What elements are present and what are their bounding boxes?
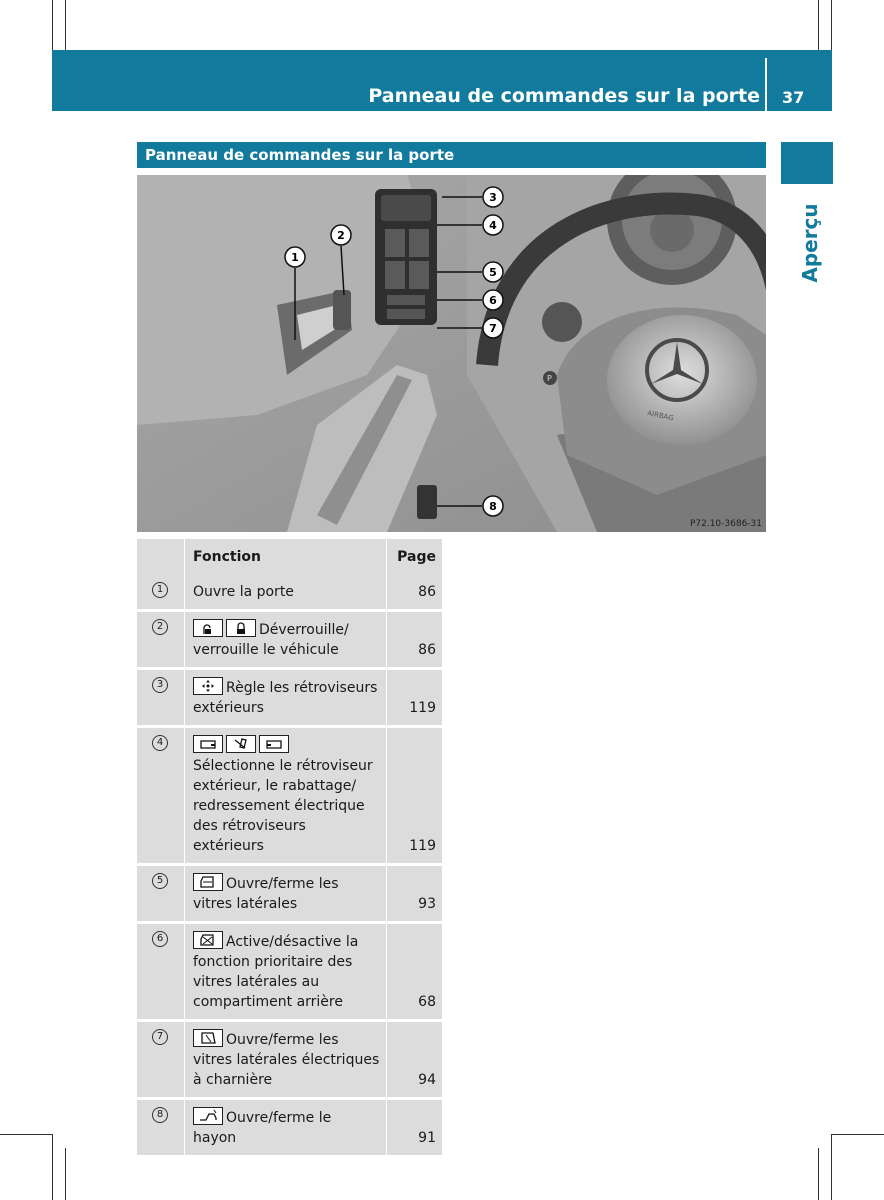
callout-5: 5 (489, 266, 497, 279)
callout-6: 6 (489, 294, 497, 307)
item-number: 5 (152, 873, 168, 889)
left-mirror-icon (193, 735, 223, 753)
function-description (185, 1022, 386, 1097)
page-reference: 86 (418, 584, 436, 600)
description-line: Règle les rétroviseurs (193, 677, 381, 698)
description-line: Ouvre la porte (193, 584, 294, 600)
description-line: vitres latérales électriques (193, 1052, 380, 1068)
item-number: 3 (152, 677, 168, 693)
description-line: extérieurs (193, 700, 264, 716)
function-table (137, 539, 442, 1155)
section-title: Panneau de commandes sur la porte (145, 146, 455, 164)
item-number: 6 (152, 931, 168, 947)
item-number: 2 (152, 619, 168, 635)
page-reference: 68 (418, 994, 436, 1010)
crop-mark (831, 0, 832, 50)
column-header-page: Page (397, 549, 436, 565)
description-line: à charnière (193, 1072, 273, 1088)
table-row (137, 924, 442, 1019)
description-line: verrouille le véhicule (193, 642, 339, 658)
page-reference: 119 (409, 700, 436, 716)
description-line: vitres latérales au (193, 974, 320, 990)
function-description (185, 1100, 386, 1155)
hinged-window-icon (193, 1029, 223, 1047)
callout-8: 8 (489, 500, 497, 513)
item-number: 1 (152, 582, 168, 598)
function-description (185, 612, 386, 667)
description-line: des rétroviseurs extérieurs (193, 818, 306, 854)
child-lock-window-icon (193, 931, 223, 949)
right-mirror-icon (259, 735, 289, 753)
table-row (137, 866, 442, 921)
header-divider (765, 58, 767, 111)
function-description (185, 924, 386, 1019)
crop-mark (52, 0, 53, 50)
item-number: 4 (152, 735, 168, 751)
callout-1: 1 (291, 251, 299, 264)
crop-mark (65, 0, 66, 50)
description-line: Sélectionne le rétroviseur (193, 758, 373, 774)
description-line: Déverrouille/ (193, 619, 381, 640)
function-description (185, 728, 386, 863)
description-line: Ouvre/ferme les (193, 873, 381, 894)
callout-4: 4 (489, 219, 497, 232)
column-header-function: Fonction (185, 539, 386, 575)
description-line: redressement électrique (193, 798, 365, 814)
page-reference: 91 (418, 1130, 436, 1146)
steering-buttons-left (542, 302, 582, 342)
table-row (137, 1022, 442, 1097)
lock-button (333, 290, 351, 330)
figure-reference: P72.10-3686-31 (689, 519, 762, 529)
crop-mark (818, 0, 819, 50)
page-reference: 119 (409, 838, 436, 854)
airbag-label: AIRBAG (646, 409, 675, 423)
function-description (185, 670, 386, 725)
description-line: Ouvre/ferme les (193, 1029, 381, 1050)
page-reference: 94 (418, 1072, 436, 1088)
table-row (137, 728, 442, 863)
description-line: extérieur, le rabattage/ (193, 778, 357, 794)
crop-mark (65, 1148, 66, 1200)
function-description (185, 575, 386, 609)
table-row (137, 575, 442, 609)
description-line: hayon (193, 1130, 237, 1146)
table-row (137, 1100, 442, 1155)
callout-7: 7 (489, 322, 497, 335)
mirror-adjust-icon (193, 677, 223, 695)
description-line: Ouvre/ferme le (193, 1107, 381, 1128)
crop-mark (831, 1134, 832, 1200)
door-panel-photo (137, 175, 766, 532)
side-tab-label (796, 195, 824, 290)
callout-2: 2 (337, 229, 345, 242)
description-line: compartiment arrière (193, 994, 343, 1010)
airbag-hub (607, 315, 757, 445)
window-icon (193, 873, 223, 891)
running-header-title: Panneau de commandes sur la porte (368, 85, 760, 107)
table-row (137, 612, 442, 667)
description-line: Active/désactive la (193, 931, 381, 952)
crop-mark (52, 1134, 53, 1200)
crop-mark (831, 1134, 884, 1135)
crop-mark (818, 1148, 819, 1200)
function-description (185, 866, 386, 921)
parking-brake-label: P (547, 374, 552, 383)
crop-mark (0, 1134, 52, 1135)
table-body (137, 575, 442, 1155)
fold-mirror-icon (226, 735, 256, 753)
description-line: vitres latérales (193, 896, 298, 912)
page-number: 37 (782, 88, 805, 107)
description-line (193, 735, 381, 756)
door-panel-illustration (137, 175, 766, 532)
tailgate-switch (417, 485, 437, 519)
page-reference: 93 (418, 896, 436, 912)
side-tab-marker (781, 142, 833, 184)
item-number: 7 (152, 1029, 168, 1045)
table-header-row (137, 539, 442, 575)
tailgate-icon (193, 1107, 223, 1125)
section-title-bar (137, 142, 766, 168)
lock-icon (226, 619, 256, 637)
unlock-icon (193, 619, 223, 637)
side-tab-text: Aperçu (798, 202, 822, 283)
table-row (137, 670, 442, 725)
callout-3: 3 (489, 191, 497, 204)
item-number: 8 (152, 1107, 168, 1123)
description-line: fonction prioritaire des (193, 954, 353, 970)
page-reference: 86 (418, 642, 436, 658)
